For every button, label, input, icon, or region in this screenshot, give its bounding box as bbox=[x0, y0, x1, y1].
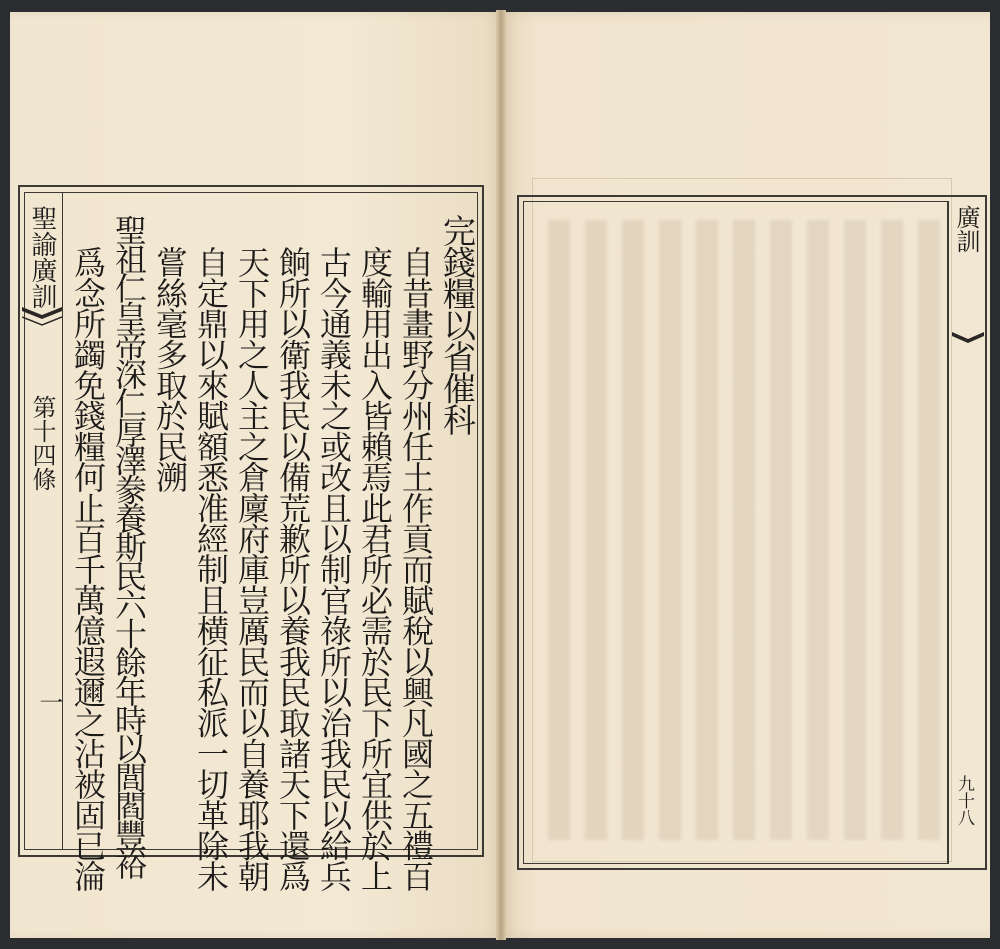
chapter-heading: 完錢糧以省催科 bbox=[438, 214, 477, 435]
text-column: 聖祖仁皇帝深仁厚澤豢養斯民六十餘年時以閭閻豐裕 bbox=[110, 214, 148, 877]
right-book-title: 廣訓 bbox=[952, 205, 980, 253]
text-column: 餉所以衛我民以備荒歉所以養我民取諸天下還爲 bbox=[274, 246, 312, 891]
text-column: 自定鼎以來賦額悉准經制且横征私派一切革除未 bbox=[192, 246, 230, 891]
text-column: 天下用之人主之倉廩府庫豈厲民而以自養耶我朝 bbox=[233, 246, 271, 891]
text-column: 嘗絲毫多取於民溯 bbox=[151, 246, 189, 492]
book-title: 聖諭廣訓 bbox=[27, 205, 57, 309]
text-column: 爲念所蠲免錢糧何止百千萬億遐邇之沾被固已淪 bbox=[69, 246, 107, 891]
right-spine-column bbox=[948, 201, 985, 864]
fish-tail-ornament-icon bbox=[952, 330, 984, 350]
section-label: 第十四條 bbox=[28, 395, 56, 491]
book-gutter bbox=[496, 10, 506, 940]
page-number: 一 bbox=[35, 690, 63, 714]
text-column: 自昔畫野分州任土作貢而賦稅以興凡國之五禮百 bbox=[397, 246, 435, 891]
right-page-number: 九十八 bbox=[954, 775, 974, 826]
fish-tail-ornament-icon bbox=[22, 305, 62, 327]
text-column: 度輸用出入皆賴焉此君所必需於民下所宜供於上 bbox=[356, 246, 394, 891]
right-page-inner-border bbox=[523, 201, 948, 864]
text-column: 古今通義未之或改且以制官祿所以治我民以給兵 bbox=[315, 246, 353, 891]
